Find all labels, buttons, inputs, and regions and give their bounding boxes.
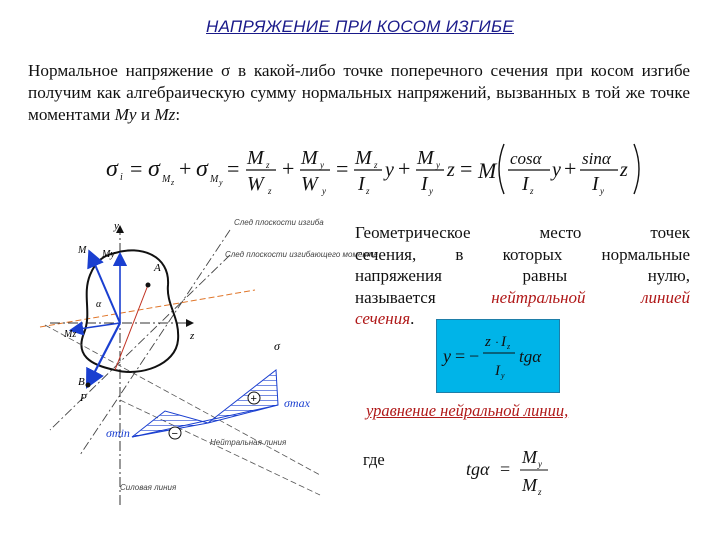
label-force-line: Силовая линия bbox=[120, 483, 177, 492]
intro-mz: Mz bbox=[154, 105, 176, 124]
svg-text:I: I bbox=[501, 334, 506, 350]
svg-text:σ: σ bbox=[196, 156, 208, 182]
svg-text:I: I bbox=[358, 173, 365, 195]
label-mz: Mz bbox=[64, 329, 77, 340]
svg-text:z: z bbox=[507, 342, 511, 351]
svg-text:z: z bbox=[620, 159, 628, 181]
neutral-line-definition bbox=[355, 222, 690, 330]
svg-text:cosα: cosα bbox=[510, 149, 542, 168]
label-point-a: A bbox=[154, 262, 161, 274]
label-plus: + bbox=[250, 393, 257, 405]
neutral-line-equation-caption: уравнение нейральной линии, bbox=[366, 401, 569, 420]
svg-text:I: I bbox=[421, 173, 428, 195]
svg-text:tgα: tgα bbox=[519, 347, 542, 366]
neutral-line-equation bbox=[437, 320, 559, 392]
definition-line-1: Геометрическое место точек bbox=[355, 223, 690, 242]
svg-text:σ: σ bbox=[148, 156, 160, 182]
svg-text:M: M bbox=[247, 147, 264, 169]
svg-text:z: z bbox=[538, 487, 542, 497]
svg-text:·: · bbox=[495, 335, 499, 349]
svg-text:y: y bbox=[322, 186, 326, 196]
label-force-plane: След плоскости изгиба bbox=[234, 218, 324, 227]
svg-text:y: y bbox=[501, 371, 505, 380]
label-z: z bbox=[190, 330, 195, 342]
label-minus: − bbox=[171, 428, 178, 440]
svg-text:=: = bbox=[460, 156, 473, 181]
svg-text:I: I bbox=[495, 363, 500, 379]
point-b bbox=[86, 383, 91, 388]
definition-line-3: напряжения равны нулю, bbox=[355, 266, 690, 285]
svg-text:=: = bbox=[130, 156, 143, 181]
svg-text:M: M bbox=[522, 475, 537, 495]
moment-vector bbox=[90, 253, 120, 323]
svg-text:y: y bbox=[538, 459, 542, 469]
label-point-b: B bbox=[78, 376, 85, 388]
svg-text:y: y bbox=[600, 186, 604, 196]
svg-text:y: y bbox=[320, 160, 324, 170]
svg-text:I: I bbox=[522, 173, 529, 195]
svg-text:I: I bbox=[592, 173, 599, 195]
svg-text:z: z bbox=[374, 160, 378, 170]
label-sigma-min: σmin bbox=[106, 426, 130, 440]
svg-text:M: M bbox=[301, 147, 318, 169]
svg-text:+: + bbox=[564, 156, 577, 181]
svg-text:y: y bbox=[443, 346, 451, 366]
sigma-max-zone bbox=[208, 370, 278, 423]
svg-text:sinα: sinα bbox=[582, 149, 611, 168]
svg-text:σ: σ bbox=[106, 156, 118, 182]
definition-line-2: сечения, в которых нормальные bbox=[355, 244, 690, 264]
neutral-line-equation-box bbox=[436, 319, 560, 393]
label-sigma-max: σmax bbox=[284, 396, 310, 410]
label-m: M bbox=[78, 245, 87, 256]
svg-text:+: + bbox=[398, 156, 411, 181]
svg-text:−: − bbox=[469, 346, 480, 366]
definition-line-4-text: называется bbox=[355, 287, 492, 307]
svg-text:z: z bbox=[530, 186, 534, 196]
mz-vector bbox=[72, 323, 120, 330]
svg-text:y: y bbox=[429, 186, 433, 196]
label-p: P bbox=[80, 392, 87, 404]
svg-text:y: y bbox=[219, 178, 223, 187]
svg-text:+: + bbox=[282, 156, 295, 181]
neutral-line-trace bbox=[40, 290, 255, 327]
svg-text:M: M bbox=[478, 158, 497, 183]
label-y: y bbox=[114, 220, 119, 232]
page-title: НАПРЯЖЕНИЕ ПРИ КОСОМ ИЗГИБЕ bbox=[206, 17, 514, 36]
svg-text:=: = bbox=[227, 156, 240, 181]
tan-alpha-formula bbox=[464, 439, 564, 501]
svg-text:z: z bbox=[485, 334, 491, 350]
svg-text:y: y bbox=[385, 159, 394, 181]
svg-text:M: M bbox=[162, 174, 171, 185]
svg-text:M: M bbox=[355, 147, 372, 169]
intro-end: : bbox=[175, 105, 181, 124]
intro-my: My bbox=[114, 105, 137, 124]
svg-text:W: W bbox=[301, 173, 318, 195]
label-sigma: σ bbox=[274, 339, 280, 353]
svg-text:M: M bbox=[417, 147, 434, 169]
section-term: сечения bbox=[355, 309, 411, 328]
svg-text:M: M bbox=[522, 447, 537, 467]
svg-text:=: = bbox=[336, 156, 349, 181]
svg-text:y: y bbox=[552, 159, 561, 181]
point-a bbox=[146, 283, 151, 288]
definition-line-4 bbox=[355, 287, 690, 309]
svg-text:+: + bbox=[179, 156, 192, 181]
definition-period: . bbox=[410, 309, 415, 328]
intro-text: Нормальное напряжение σ в какой-либо точке поперечного сечения при косом изгибе получим как алгебраическую сумму нормальных напряжений, вызванных в той же точке моментами bbox=[28, 61, 690, 124]
svg-text:=: = bbox=[455, 346, 466, 366]
label-my: Mу bbox=[102, 249, 115, 260]
svg-text:y: y bbox=[436, 160, 440, 170]
force-p-vector bbox=[88, 323, 120, 385]
label-moment-plane: След плоскости изгибающего момента bbox=[225, 250, 378, 259]
svg-text:M: M bbox=[210, 174, 219, 185]
svg-text:z: z bbox=[171, 178, 175, 187]
svg-text:z: z bbox=[447, 159, 455, 181]
svg-text:=: = bbox=[500, 459, 511, 479]
svg-text:z: z bbox=[366, 186, 370, 196]
svg-text:z: z bbox=[266, 160, 270, 170]
where-label: где bbox=[363, 450, 385, 469]
svg-text:tgα: tgα bbox=[466, 459, 490, 479]
label-alpha: α bbox=[96, 299, 102, 310]
intro-and: и bbox=[136, 105, 155, 124]
main-stress-formula bbox=[104, 140, 644, 198]
neutral-line-term: нейтральной линией bbox=[491, 287, 690, 307]
svg-text:z: z bbox=[268, 186, 272, 196]
intro-paragraph bbox=[28, 60, 690, 126]
svg-text:i: i bbox=[120, 172, 123, 183]
svg-text:W: W bbox=[247, 173, 264, 195]
label-neutral-line: Нейтральная линия bbox=[210, 438, 287, 447]
